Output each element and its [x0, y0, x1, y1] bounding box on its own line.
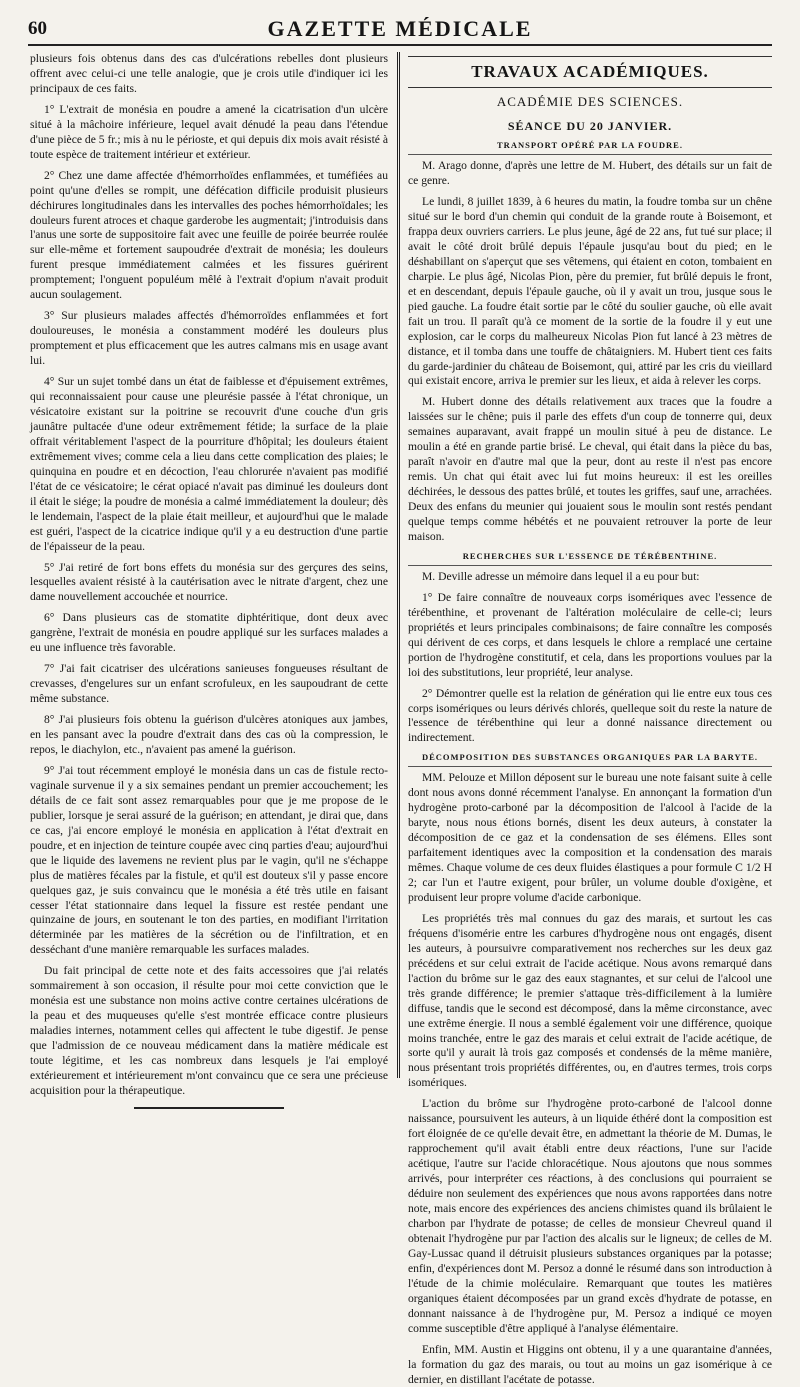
paragraph: M. Arago donne, d'après une lettre de M. Hubert, des détails sur un fait de ce genre.	[408, 159, 772, 188]
section-title: TRAVAUX ACADÉMIQUES.	[408, 56, 772, 88]
paragraph: 7° J'ai fait cicatriser des ulcérations sanieuses fongueuses résultant de crevasses, d'engelures sur un enfant scrofuleux, en les saupoudrant de cette même substance.	[30, 662, 388, 706]
paragraph: 8° J'ai plusieurs fois obtenu la guérison d'ulcères atoniques aux jambes, en les pansant avec la poudre d'extrait dans des cas où la compression, le repos, le diachylon, etc., n'avaient pas amené la guérison.	[30, 713, 388, 756]
paragraph: L'action du brôme sur l'hydrogène proto-carboné de l'alcool donne naissance, poursuivent les auteurs, à un liquide éthéré dont la composition est fort éloignée de ce qu'elle devait être, en admettant la théorie de M. Dumas, le rapprochement qu'il avait établi entre deux réactions, l'une sur l'acide acétique, l'autre sur l'acide chloracétique. Nous ajoutons que nous sommes arrivés, pour interpréter ces réactions, à des conclusions qui pourraient se déduire non seulement des expériences que nous avons rapportées dans notre note, mais encore des expériences des anciens chimistes quand ils brûlaient le charbon par l'hydrate de potasse; de celles de monsieur Chevreul quand il obtenait l'hydrogène pur par l'action des alcalis sur le ligneux; de celles de M. Gay-Lussac quand il détruisit plusieurs substances organiques par la potasse; enfin, d'expériences dont M. Persoz a donné le résumé dans son introduction à l'étude de la chimie moléculaire. Remarquant que toutes les matières organiques étaient décomposées par un grand excès d'hydrate de potasse, en donnant naissance à de l'hydrogène pur, M. Persoz a indiqué ce moyen comme susceptible d'être appliqué à l'analyse élémentaire.	[408, 1097, 772, 1335]
masthead-title: GAZETTE MÉDICALE	[267, 16, 533, 41]
paragraph: 5° J'ai retiré de fort bons effets du monésia sur des gerçures des seins, lesquelles avaient résisté à la cautérisation avec le nitrate d'argent, chez une dame nouvellement accouchée et nourrice.	[30, 560, 388, 604]
article-title: TRANSPORT OPÉRÉ PAR LA FOUDRE.	[408, 140, 772, 155]
paragraph: Les propriétés très mal connues du gaz des marais, et surtout les cas fréquens d'isomérie entre les carbures d'hydrogène nous ont engagés, disent les auteurs, à poursuivre comparativement nos recherches sur les deux gaz précédens et sur celui extrait de l'acide acétique. Nous avons remarqué dans l'action du brôme sur le gaz des eaux stagnantes, et sur celui de l'alcool une très grande différence; le premier s'attaque très-difficilement à la lumière diffuse, tandis que le second est décomposé, dans la même circonstance, avec une extrême énergie. Il nous a semblé également voir une différence, quoique moins tranchée, entre le gaz des marais et celui extrait de l'acide acétique, de sorte qu'il y aurait là trois gaz composés et condensés de la même manière, nous présentant trois propriétés différentes, ou, en d'autres termes, trois corps isomériques.	[408, 911, 772, 1090]
article-title: DÉCOMPOSITION DES SUBSTANCES ORGANIQUES PAR LA BARYTE.	[408, 752, 772, 767]
paragraph: M. Deville adresse un mémoire dans lequel il a eu pour but:	[422, 569, 700, 583]
article-title: RECHERCHES SUR L'ESSENCE DE TÉRÉBENTHINE.	[408, 551, 772, 566]
page-header	[28, 14, 772, 46]
paragraph: Enfin, MM. Austin et Higgins ont obtenu, il y a une quarantaine d'années, la formation du gaz des marais, ou tout au moins un gaz isomérique à ce dernier, en distillant l'acétate de potasse.	[408, 1342, 772, 1386]
paragraph: 2° Démontrer quelle est la relation de génération qui lie entre eux tous ces corps isomériques ou leurs dérivés chlorés, quelleque soit du reste la nature de l'essence de térébenthine qui leur a donné naissance directement ou indirectement.	[408, 686, 772, 745]
paragraph: MM. Pelouze et Millon déposent sur le bureau une note faisant suite à celle dont nous avons donné récemment l'analyse. En annonçant la formation d'un hydrogène proto-carboné par la décomposition de l'alcool à l'acide de la baryte, nous nous étions bornés, disent les deux auteurs, à constater la décomposition de ce gaz et la condensation de ses élémens. Elles sont parfaitement identiques avec la composition et la condensation des marais mêmes. Chaque volume de ces deux fluides élastiques a pour formule C 1/2 H 2; car l'un et l'autre exigent, pour brûler, un volume double d'oxigène, et produisent leur propre volume d'acide carbonique.	[408, 771, 772, 904]
paragraph: Du fait principal de cette note et des faits accessoires que j'ai relatés sommairement à son occasion, il résulte pour moi cette conviction que le monésia est une substance non moins active contre certaines ulcérations de la peau et des muqueuses qu'elle s'est montrée efficace contre plusieurs maladies internes, notamment celles qui affectent le tube digestif. Je pense que l'admission de ce nouveau médicament dans la matière médicale est toute légitime, et les cas nombreux dans lesquels je l'ai employé extérieurement et intérieurement m'ont convaincu que ce sera une précieuse acquisition pour la thérapeutique.	[30, 964, 388, 1097]
paragraph: 6° Dans plusieurs cas de stomatite diphtéritique, dont deux avec gangrène, l'extrait de monésia en poudre appliqué sur les surfaces malades a eu une influence très favorable.	[30, 611, 388, 655]
left-column	[30, 52, 388, 1097]
paragraph: Le lundi, 8 juillet 1839, à 6 heures du matin, la foudre tomba sur un chêne situé sur le bord d'un chemin qui conduit de la grande route à Boisemont, et frappa deux ouvriers carriers. Le plus jeune, âgé de 22 ans, fut tué sur place; il avait le côté droit brûlé depuis l'épaule jusqu'au bout du pied; en le déshabillant on s'aperçut que ses vêtemens, qui étaient en coton, tombaient en charpie. Le plus âgé, Nicolas Pion, père du premier, fut brûlé depuis le front, et en descendant, depuis l'épaule gauche, où il y avait un trou, jusque sous le pied gauche. La foudre était sortie par le côté du soulier gauche, où elle avait fait un trou. Il paraît qu'à ce moment de la sortie de la foudre il y eut une explosion, car le corps du malheureux Nicolas Pion fut lancé à 23 mètres de distance, et il tomba dans une touffe de châtaigniers. M. Hubert tient ces faits du garde-jardinier du château de Boisemont, qui, attiré par les cris du vieillard qui existait encore, arriva le premier sur les lieux, et aida à relever les corps.	[408, 195, 772, 388]
paragraph: 1° De faire connaître de nouveaux corps isomériques avec l'essence de térébenthine, et provenant de l'altération moléculaire de celle-ci; leurs propriétés et leurs principales combinaisons; de faire connaître les composés qui dérivent de ces corps, et dans lesquels le chlore a remplacé une certaine portion de l'hydrogène constitutif, et cela, dans les proportions voulues par la loi des substitutions, leur propriété, leur analyse.	[408, 590, 772, 679]
paragraph: 4° Sur un sujet tombé dans un état de faiblesse et d'épuisement extrêmes, qui reconnaissaient pour cause une pleurésie passée à l'état chronique, un vésicatoire existant sur la poitrine se recouvrit d'une couche d'un gris jaunâtre pultacée d'une odeur extrêmement fétide; la surface de la plaie offrait véritablement l'aspect de la pourriture d'hôpital; les douleurs étaient extrêmement vives; comme cela a lieu dans cette complication des plaies; le quinquina en poudre et en décoction, l'eau chlorurée n'avaient pas modifié l'état de ce vésicatoire; le cérat opiacé n'avait pas diminué les douleurs dont il était le siége; la poudre de monésia a calmé immédiatement la douleur; dès le lendemain, l'aspect de la plaie était meilleur, et aujourd'hui que le malade est guéri, l'aspect de la cicatrice indique qu'il y a eu destruction d'une partie de l'épaisseur de la peau.	[30, 375, 388, 553]
column-divider	[397, 52, 400, 1078]
right-column	[408, 52, 772, 1386]
paragraph: M. Hubert donne des détails relativement aux traces que la foudre a laissées sur le chêne; puis il parle des effets d'un coup de tonnerre qui, deux semaines auparavant, avait frappé un moulin situé à peu de distance. Le moulin a été en grande partie brisé. Le cheval, qui était dans la pièce du bas, paraît n'avoir en d'autre mal que la peur, dont au reste il n'est pas encore remis. Un chat qui était avec lui fut moins heureux: il est les oreilles déchirées, le dessous des pattes brûlé, et toutes les griffes, sauf une, arrachées. Deux des enfans du meunier qui jouaient sous le moulin sont restés pendant quelque temps comme hébétés et ne pouvaient retrouver la porte de leur maison.	[408, 395, 772, 543]
paragraph: 3° Sur plusieurs malades affectés d'hémorroïdes enflammées et fort douloureuses, le monésia a constamment modéré les douleurs plus promptement et plus efficacement que les autres calmans mis en usage avant lui.	[30, 309, 388, 368]
paragraph: 2° Chez une dame affectée d'hémorrhoïdes enflammées, et tuméfiées au point qu'une d'elles se rompit, une défécation difficile produisit plusieurs déchirures longitudinales dans les intervalles des poches hémorrhoïdales; les douleurs furent atroces et chaque garderobe les augmentait; j'introduisis dans l'anus une sorte de suppositoire fait avec une feuille de poirée beurrée roulée sur elle-même et fortement saupoudrée d'extrait de monésia; les douleurs furent presque immédiatement calmées et les fissures guérirent promptement; l'onguent populéum mêlé à l'extrait d'opium n'avait produit aucun soulagement.	[30, 168, 388, 302]
academy-name: ACADÉMIE DES SCIENCES.	[496, 93, 684, 109]
session-date: SÉANCE DU 20 JANVIER.	[507, 118, 673, 133]
page-number: 60	[28, 18, 47, 39]
paragraph: 9° J'ai tout récemment employé le monésia dans un cas de fistule recto-vaginale survenue il y a six semaines pendant un premier accouchement; les détails de ce fait sont assez remarquables pour que je me propose de le publier, lorsque je serai assuré de la guérison; en attendant, je dirai que, dans ce cas, j'ai encore employé le monésia en application à l'état d'extrait en poudre, et en injection de teinture coupée avec cinq parties d'eau; aujourd'hui que le liquide des lavemens ne revient plus par le vagin, qu'il ne s'échappe plus de matières fécales par la fistule, et qu'il est douteux s'il y passe encore quelques gaz, je suis convaincu que le monésia a été très utile en faisant cesser l'état stationnaire dans lequel la fissure est restée pendant une quinzaine de jours, en soutenant le ton des parties, en modifiant l'irritation déterminée par les matières de la sécrétion ou de l'infiltration, et en desséchant d'une manière remarquable les surfaces malades.	[30, 763, 388, 957]
paragraph: 1° L'extrait de monésia en poudre a amené la cicatrisation d'un ulcère situé à la mâchoire inférieure, lequel avait dénudé la peau dans l'étendue d'une pièce de 5 fr.; mis à nu le périoste, et qui depuis dix mois avait résisté à toute espèce de traitement intérieur et extérieur.	[30, 102, 388, 161]
paragraph: plusieurs fois obtenus dans des cas d'ulcérations rebelles dont plusieurs offrent avec celui-ci une telle analogie, que je crois utile d'indiquer ici les principaux de ces faits.	[30, 52, 388, 95]
end-rule	[134, 1107, 284, 1109]
